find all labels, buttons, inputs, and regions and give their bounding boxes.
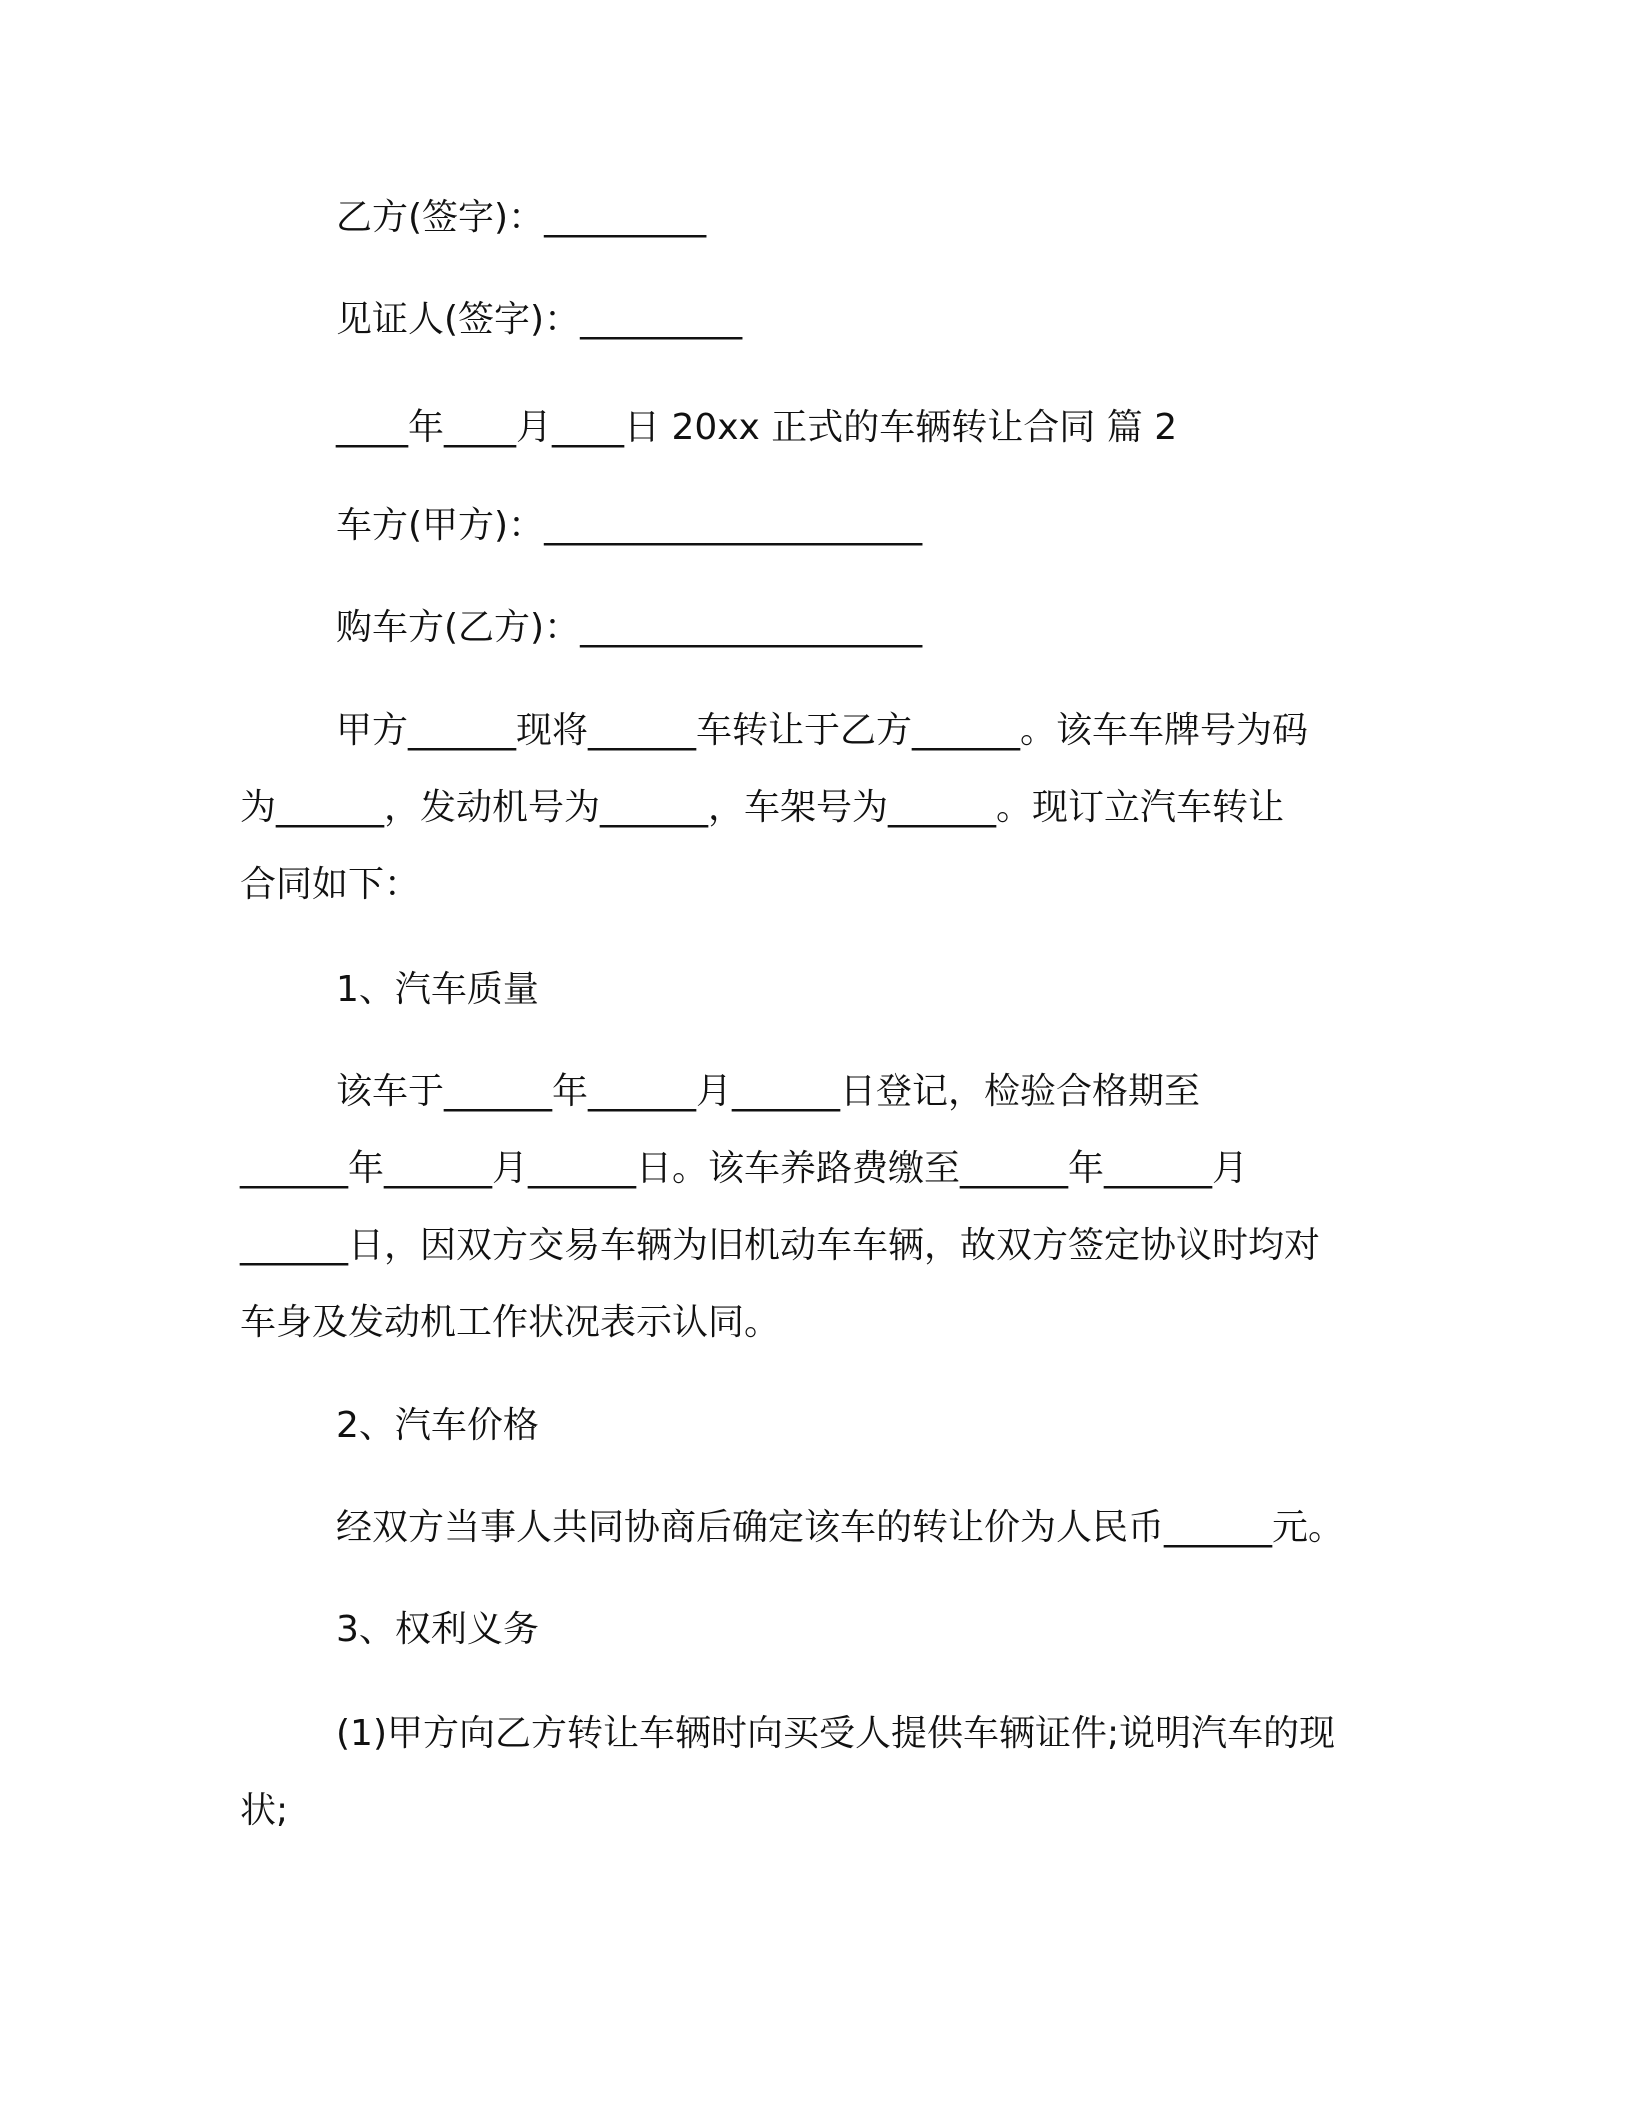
quality-line-1: 该车于______年______月______日登记，检验合格期至 (336, 1071, 1201, 1112)
quality-line-4: 车身及发动机工作状况表示认同。 (240, 1302, 781, 1343)
intro-line-3: 合同如下： (240, 864, 421, 905)
intro-line-2: 为______，发动机号为______，车架号为______。现订立汽车转让 (240, 787, 1285, 828)
date-and-title-line: ____年____月____日 20xx 正式的车辆转让合同 篇 2 (336, 407, 1178, 448)
obligations-paragraph (240, 1712, 1380, 1866)
obligations-line-1: (1)甲方向乙方转让车辆时向买受人提供车辆证件;说明汽车的现 (336, 1713, 1336, 1754)
quality-paragraph (240, 1070, 1380, 1378)
obligations-line-2: 状; (240, 1790, 289, 1831)
price-paragraph: 经双方当事人共同协商后确定该车的转让价为人民币______元。 (336, 1507, 1345, 1548)
intro-line-1: 甲方______现将______车转让于乙方______。该车车牌号为码 (336, 710, 1309, 751)
seller-party-line: 车方(甲方)：_____________________ (336, 505, 923, 546)
buyer-party-line: 购车方(乙方)：___________________ (336, 607, 923, 648)
quality-line-2: ______年______月______日。该车养路费缴至______年______月 (240, 1148, 1249, 1189)
witness-signature-line: 见证人(签字)：_________ (336, 299, 743, 340)
section-1-heading: 1、汽车质量 (336, 969, 539, 1010)
intro-paragraph (240, 709, 1380, 940)
section-2-heading: 2、汽车价格 (336, 1405, 539, 1446)
party-b-signature-line: 乙方(签字)：_________ (336, 197, 707, 238)
section-3-heading: 3、权利义务 (336, 1609, 539, 1650)
quality-line-3: ______日，因双方交易车辆为旧机动车车辆，故双方签定协议时均对 (240, 1225, 1321, 1266)
